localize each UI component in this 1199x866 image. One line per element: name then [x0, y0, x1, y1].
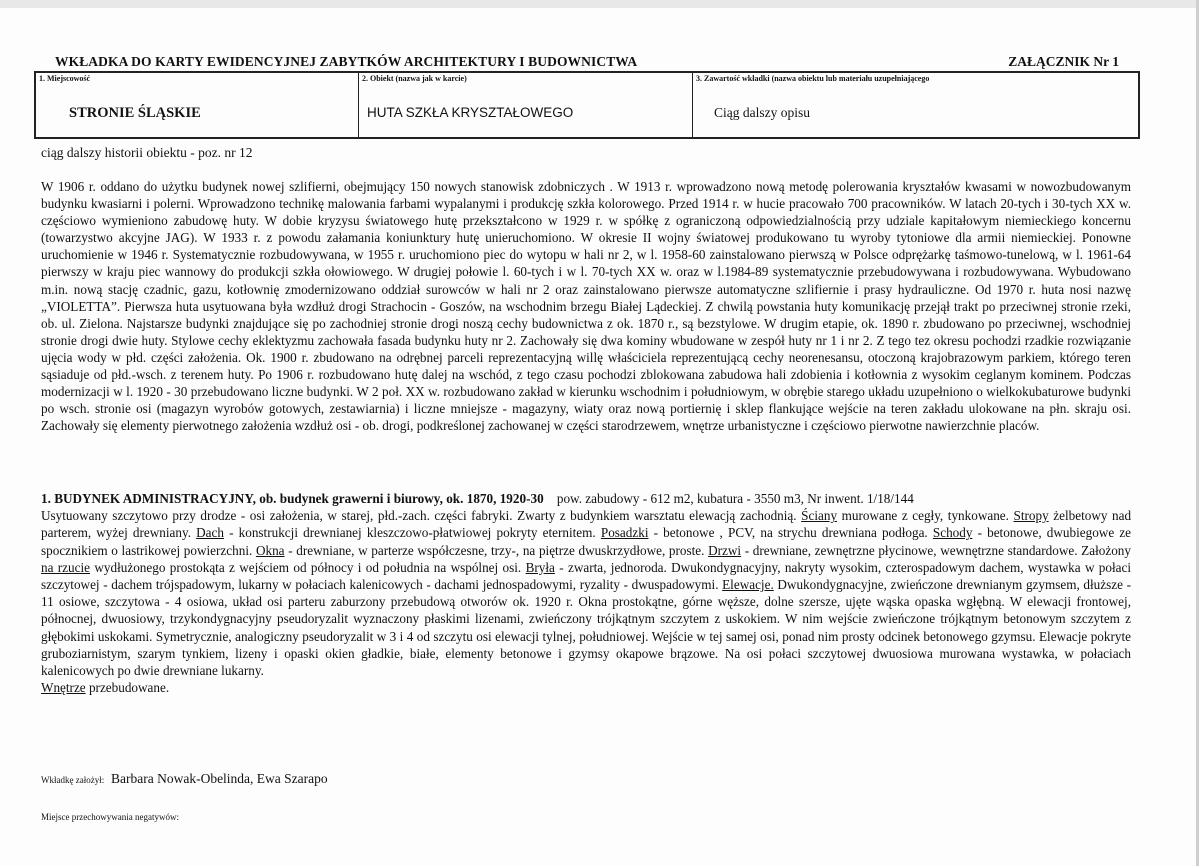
desc-text: murowane z cegły, tynkowane. — [841, 508, 1009, 524]
field-locality — [36, 73, 359, 137]
history-paragraph: W 1906 r. oddano do użytku budynek nowej szlifierni, obejmujący 150 nowych stanowisk zdobniczych . W 1913 r. wprowadzono nową metodę polerowania kryształów kwasami w nowozbudowanym budynku kwasiarni i polerni. Wprowadzono technikę malowania farbami wypalanymi i produkcję szkła kolorowego. Przed 1914 r. w hucie pracowało 700 pracowników. W latach 20-tych i 30-tych XX w. częściowo wymieniono zabudowę huty. W dobie kryzysu światowego hutę przekształcono w 1929 r. w spółkę z ograniczoną odpowiedzialnością przy udziale kapitałowym niemieckiego koncernu (towarzystwo akcyjne JAG). W 1933 r. z powodu załamania koniunktury hutę unieruchomiono. W okresie II wojny światowej produkowano tu wyroby tytoniowe dla armii niemieckiej. Ponowne uruchomienie w 1946 r. Systematycznie rozbudowywana, w 1955 r. uruchomiono piec do wytopu w hali nr 2, w l. 1958-60 zainstalowano pierwszą w Polsce odprężarkę taśmowo-tunelową, w l. 1961-64 pierwszy w kraju piec wannowy do produkcji szkła ołowiowego. W drugiej połowie l. 60-tych i w l. 70-tych XX w. oraz w l.1984-89 systematycznie przebudowywana i rozbudowywana. Wybudowano m.in. nową stację czadnic, gazu, kotłownię zmodernizowano oddział surowców w hali nr 2 oraz zainstalowano pierwsze automatyczne szlifiernie i prasy hydrauliczne. Od 1970 r. huta nosi nazwę „VIOLETTA”. Pierwsza huta usytuowana była wzdłuż drogi Strachocin - Goszów, na wschodnim brzegu Białej Lądeckiej. Z chwilą powstania huty komunikację przejął trakt po przeciwnej stronie rzeki, ob. ul. Zielona. Najstarsze budynki znajdujące się po zachodniej stronie drogi noszą cechy budownictwa z ok. 1870 r., są bezstylowe. W drugim etapie, ok. 1890 r. zbudowano po przeciwnej, wschodniej stronie drogi dwie huty. Stylowe cechy eklektyzmu zachowała fasada budynku huty nr 2. Zachowały się dwa kominy wbudowane w zespół huty nr 1 i nr 2. Z tego tez okresu pochodzi rzadkie rozwiązanie ujęcia wody w płd. części założenia. Ok. 1900 r. zbudowano na odrębnej parceli reprezentacyjną willę właściciela reprezentującą cechy neorenesansu, otoczoną krajobrazowym parkiem, którego teren sąsiaduje od płd.-wsch. z terenem huty. Po 1906 r. rozbudowano hutę dalej na wschód, z tego czasu pochodzi zblokowana zabudowa hali zdobienia i kotłownia z wysokim ceglanym kominem. Podczas modernizacji w l. 1920 - 30 przebudowano liczne budynki. W 2 poł. XX w. rozbudowano zakład w kierunku wschodnim i południowym, w obrębie starego układu uzupełniono o wielkokubaturowe budynki po wsch. stronie osi (magazyn wyrobów gotowych, zestawiarnia) i liczne mniejsze - magazyny, wiaty oraz nową portiernię i sklep flankujące wejście na teren zakładu ulokowane na płn. skraju osi. Zachowały się elementy pierwotnego założenia wzdłuż osi - ob. drogi, podkreślonej zachowanej w części starodrzewem, wnętrze urbanistyczne i częściowo pierwotne nawierzchnie placów. — [41, 179, 1131, 434]
ceilings-term: Stropy — [1013, 508, 1049, 524]
negatives-label: Miejsce przechowywania negatywów: — [41, 812, 179, 822]
desc-text: - zwarta, jednoroda. Dwukondygnacyjny, nakryty wysokim, czterospadowym dachem, wystawka w połaci szczytowej - dachem trójspadowym, lukarny w połaciach kalenicowych - dachami jednospadowymi, ryzality - dwuspadowymi. — [41, 559, 1132, 593]
desc-text: wydłużonego prostokąta z wejściem od północy i od południa na wspólnej osi. — [94, 559, 522, 575]
building-stats: pow. zabudowy - 612 m2, kubatura - 3550 m3, Nr inwent. 1/18/144 — [556, 491, 914, 506]
elevations-term: Elewacje. — [722, 577, 774, 593]
desc-text: Dwukondygnacyjne, zwieńczone drewnianym gzymsem, dłuższe - 11 osiowe, szczytowa - 4 osiowa, układ osi parteru zaburzony przebudową otworów ok. 1920 r. Okna prostokątne, górne węższe, dolne szersze, ujęte wąska opaska wgłębną. W elewacji frontowej, północnej, dwuosiowy, trzykondygnacyjny pseudoryzalit wyznaczony płaskimi lizenami, zwieńczony trójkątnym szczytem z uskokiem. W nim wejście zwieńczone trójkątnym betonowym szczytem z głębokimi uskokami. Symetrycznie, analogiczny pseudoryzalit w 3 i 4 od szczytu osi elewacji tylnej, południowej. Wejście w tej samej osi, ponad nim prosty odcinek betonowego gzymsu. Elewacje pokryte gruboziarnistym, szarym tynkiem, lizeny i opaski okien gładkie, białe, elementy betonowe i gzymsy okapowe brązowe. Na osi połaci szczytowej dwuosiowa murowana wystawka, w połaciach kalenicowych po dwie drewniane lukarny. — [41, 577, 1131, 679]
field-label: 3. Zawartość wkładki (nazwa obiektu lub materiału uzupełniającego — [696, 74, 930, 83]
building-section — [41, 490, 1131, 696]
desc-text: - drewniane, w parterze współczesne, trzy-, na piętrze dwuskrzydłowe, proste. — [288, 542, 705, 558]
identification-table — [34, 71, 1140, 139]
doors-term: Drzwi — [708, 542, 742, 558]
roof-term: Dach — [196, 525, 224, 541]
author-names: Barbara Nowak-Obelinda, Ewa Szarapo — [110, 771, 328, 786]
scan-edge-top — [0, 0, 1199, 8]
field-value: Ciąg dalszy opisu — [714, 105, 810, 120]
building-description — [41, 507, 1131, 696]
continuation-note: ciąg dalszy historii obiektu - poz. nr 12 — [41, 145, 253, 160]
field-label: 2. Obiekt (nazwa jak w karcie) — [362, 74, 467, 83]
field-object — [359, 73, 693, 137]
building-heading — [41, 490, 1131, 507]
negatives-row — [41, 807, 179, 825]
stairs-term: Schody — [932, 525, 973, 541]
field-insert-content — [693, 73, 1138, 137]
massing-term: Bryła — [525, 559, 555, 575]
form-title: WKŁADKA DO KARTY EWIDENCYJNEJ ZABYTKÓW ARCHITEKTURY I BUDOWNICTWA — [55, 54, 638, 69]
desc-text: - konstrukcji drewnianej kleszczowo-płatwiowej pokryty eternitem. — [229, 525, 596, 541]
plan-term: na rzucie — [41, 559, 91, 575]
author-row — [41, 771, 328, 787]
author-label: Wkładkę założył: — [41, 775, 105, 785]
floors-term: Posadzki — [600, 525, 649, 541]
field-label: 1. Miejscowość — [39, 74, 91, 83]
desc-text: - betonowe , PCV, na strychu drewniana podłoga. — [653, 525, 928, 541]
building-title: 1. BUDYNEK ADMINISTRACYJNY, ob. budynek grawerni i biurowy, ok. 1870, 1920-30 — [41, 491, 544, 506]
walls-term: Ściany — [801, 508, 838, 524]
desc-text: Usytuowany szczytowo przy drodze - osi założenia, w starej, płd.-zach. części fabryki. Zwarty z budynkiem warsztatu elewacją zachodnią. — [41, 508, 797, 524]
interior-term: Wnętrze — [41, 680, 86, 696]
desc-text: żelbetowy nad parterem, wyżej drewniany. — [41, 508, 1132, 541]
form-header — [55, 54, 1119, 70]
desc-text: - betonowe, dwubiegowe ze spocznikiem o lastrikowej powierzchni. — [41, 525, 1132, 558]
desc-text: przebudowane. — [88, 680, 170, 696]
field-value: HUTA SZKŁA KRYSZTAŁOWEGO — [367, 105, 574, 120]
annex-number: ZAŁĄCZNIK Nr 1 — [1008, 54, 1119, 69]
windows-term: Okna — [255, 542, 285, 558]
desc-text: - drewniane, zewnętrzne płycinowe, wewnętrzne standardowe. Założony — [744, 542, 1131, 558]
field-value: STRONIE ŚLĄSKIE — [69, 105, 201, 121]
